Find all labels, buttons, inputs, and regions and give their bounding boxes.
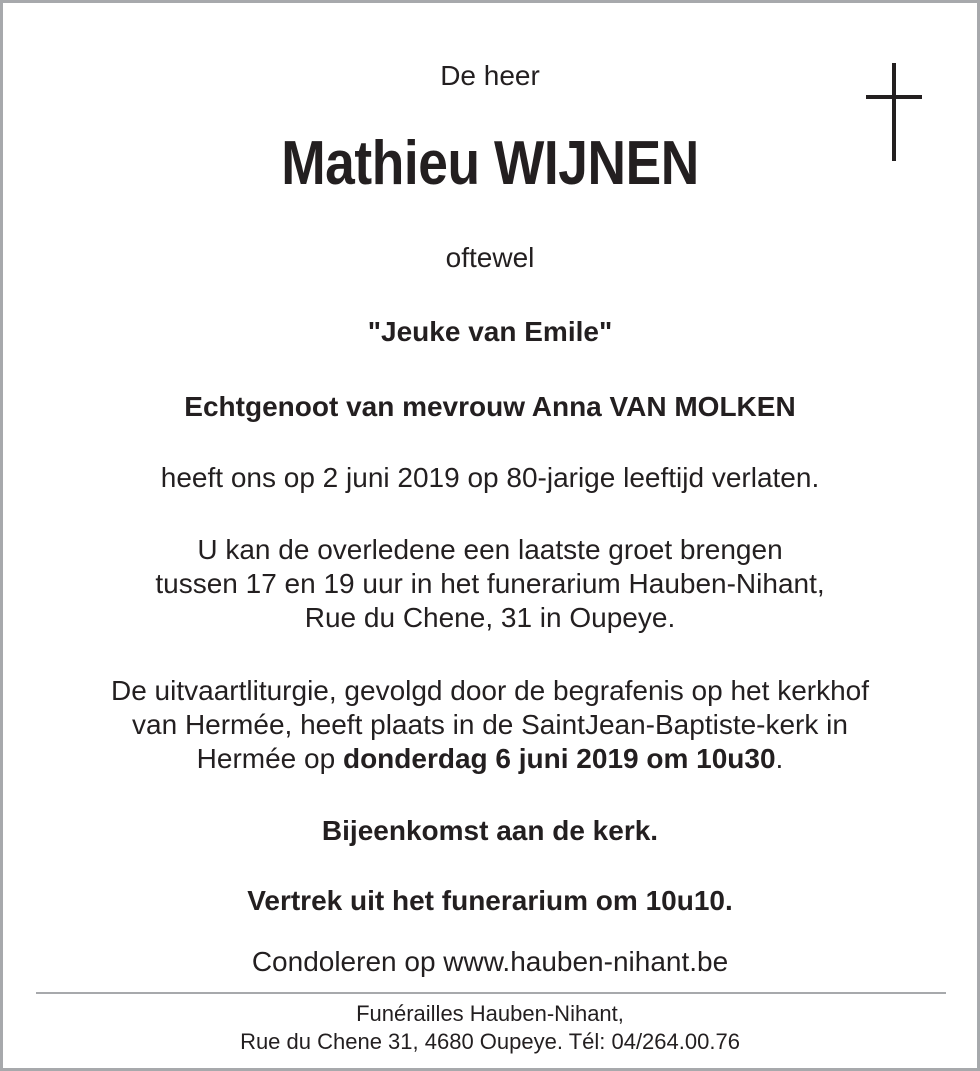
visitation-line-3: Rue du Chene, 31 in Oupeye. — [304, 602, 676, 633]
deceased-name: Mathieu WIJNEN — [281, 129, 699, 198]
visitation-line-1: U kan de overledene een laatste groet brengen — [197, 534, 783, 565]
footer-line-2: Rue du Chene 31, 4680 Oupeye. Tél: 04/264.00.76 — [240, 1029, 740, 1054]
salutation: De heer — [440, 60, 540, 91]
alias-intro: oftewel — [445, 242, 535, 273]
funeral-line-1: De uitvaartliturgie, gevolgd door de begrafenis op het kerkhof — [110, 675, 870, 706]
footer-divider — [36, 992, 946, 994]
footer-line-1: Funérailles Hauben-Nihant, — [356, 1001, 624, 1026]
passing-line: heeft ons op 2 juni 2019 op 80-jarige leeftijd verlaten. — [160, 462, 820, 493]
funeral-line-3-prefix: Hermée op — [196, 743, 343, 774]
departure-line: Vertrek uit het funerarium om 10u10. — [247, 885, 733, 916]
funeral-line-3-suffix: . — [775, 743, 784, 774]
gathering-line: Bijeenkomst aan de kerk. — [321, 815, 659, 846]
funeral-line-3 — [3, 742, 977, 776]
visitation-line-2: tussen 17 en 19 uur in het funerarium Hauben-Nihant, — [155, 568, 825, 599]
funeral-date-time: donderdag 6 juni 2019 om 10u30 — [342, 743, 776, 774]
nickname: "Jeuke van Emile" — [367, 316, 613, 347]
funeral-line-2: van Hermée, heeft plaats in de SaintJean-Baptiste-kerk in — [132, 709, 848, 740]
condolences-line: Condoleren op www.hauben-nihant.be — [251, 946, 729, 977]
spouse-line: Echtgenoot van mevrouw Anna VAN MOLKEN — [184, 391, 796, 422]
